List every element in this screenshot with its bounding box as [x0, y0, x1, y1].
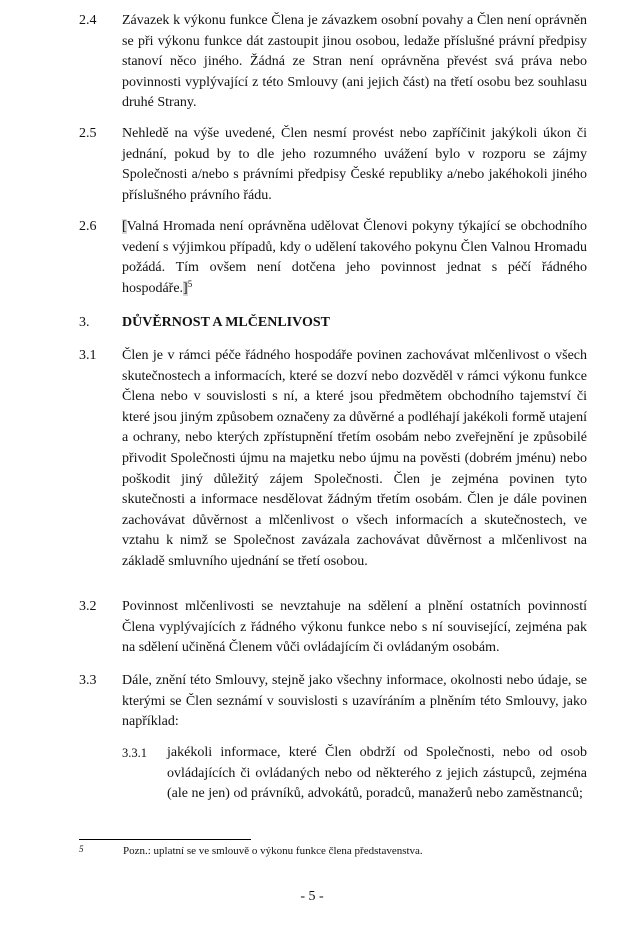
footnote-text: Pozn.: uplatní se ve smlouvě o výkonu funkce člena představenstva. [123, 845, 423, 857]
highlight-close-bracket: ] [183, 280, 188, 296]
clause-body: Valná Hromada není oprávněna udělovat Členovi pokyny týkající se obchodního vedení s výjimkou případů, kdy o udělení takového pokynu Člen Valnou Hromadu požádá. Tím ovšem není dotčena jeho povinnost jednat s péčí řádného hospodáře. [122, 219, 587, 296]
footnote-separator [79, 839, 251, 840]
clause-text [122, 217, 587, 299]
clause-number: 3.3 [79, 673, 97, 688]
subclause-text: jakékoli informace, které Člen obdrží od Společnosti, nebo od osob ovládajících či ovládaných nebo od některého z jejich zástupců, zejména (ale ne jen) od právníků, advokátů, poradců, manažerů nebo zaměstnanců; [167, 745, 587, 802]
clause-text: Povinnost mlčenlivosti se nevztahuje na sdělení a plnění ostatních povinností Člena vyplývajících z řádného výkonu funkce nebo s ní související, zejména pak na sdělení učiněná Členem vůči ovládajícím či ovládaným osobám. [122, 599, 587, 656]
clause-text: Závazek k výkonu funkce Člena je závazkem osobní povahy a Člen není oprávněn se při výkonu funkce dát zastoupit jinou osobou, ledaže příslušné právní předpisy stanoví něco jiného. Žádná ze Stran není oprávněna převést svá práva nebo povinnosti vyplývající z této Smlouvy (ani jejich část) na třetí osobu bez souhlasu druhé Strany. [122, 13, 587, 111]
highlight-open-bracket: [ [122, 219, 127, 234]
clause-text: Nehledě na výše uvedené, Člen nesmí provést nebo zapříčinit jakýkoli úkon či jednání, pokud by to dle jeho rozumného uvážení bylo v rozporu se zájmy Společnosti a/nebo s právními předpisy České republiky a/nebo jakéhokoli jiného příslušného právního řádu. [122, 126, 587, 203]
subclause-number: 3.3.1 [122, 746, 147, 760]
section-number: 3. [79, 315, 90, 330]
section-title: DŮVĚRNOST A MLČENLIVOST [122, 315, 330, 330]
footnote-reference[interactable]: 5 [187, 278, 193, 289]
clause-number: 2.4 [79, 13, 97, 28]
clause-number: 2.5 [79, 126, 97, 141]
page-number: - 5 - [300, 889, 324, 904]
clause-text: Člen je v rámci péče řádného hospodáře povinen zachovávat mlčenlivost o všech skutečnostech a informacích, které se dozví nebo dozvěděl v rámci výkonu funkce Člena nebo v souvislosti s ní, a které jsou předmětem obchodního tajemství či které jsou jiným způsobem označeny za důvěrné a podléhají jakékoli formě utajení a ochrany, nebo kterých zpřístupnění třetím osobám nebo zveřejnění je způsobilé přivodit Společnosti újmu na majetku nebo újmu na pověsti (dobrém jménu) nebo poškodit jiný důležitý zájem Společnosti. Člen je zejména povinen tyto skutečnosti a informace nesdělovat žádným třetím osobám. Člen je dále povinen zachovávat důvěrnost a mlčenlivost o všech informacích a skutečnostech, ve vztahu k nimž se Společnost zavázala zachovávat důvěrnost a mlčenlivost na základě smluvního ujednání se třetí osobou. [122, 348, 587, 569]
clause-number: 3.1 [79, 348, 97, 363]
clause-number: 2.6 [79, 219, 97, 234]
footnote-mark: 5 [79, 844, 84, 854]
clause-text: Dále, znění této Smlouvy, stejně jako všechny informace, okolnosti nebo údaje, se kterými se Člen seznámí v souvislosti s uzavíráním a plněním této Smlouvy, jako například: [122, 673, 587, 730]
clause-number: 3.2 [79, 599, 97, 614]
